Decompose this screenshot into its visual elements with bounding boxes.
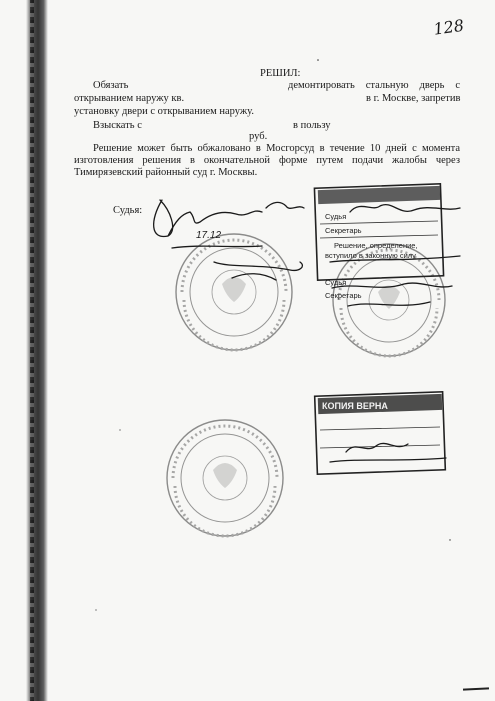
judge-label: Судья: bbox=[113, 205, 143, 216]
stamp-judge-2: Судья bbox=[325, 278, 347, 287]
stamp-note-2: вступило в законную силу bbox=[325, 251, 416, 260]
stamp-judge: Судья bbox=[325, 212, 347, 221]
page-number: 128 bbox=[432, 15, 466, 39]
collect-word: Взыскать с bbox=[93, 120, 142, 131]
stamp-note-1: Решение, определение, bbox=[334, 241, 418, 250]
line2-right: в г. Москве, запретив bbox=[366, 93, 461, 104]
oblige-word: Обязать bbox=[93, 80, 129, 91]
rub-label: руб. bbox=[249, 131, 268, 142]
collect-right: в пользу bbox=[293, 120, 331, 131]
stamp-secretary-2: Секретарь bbox=[325, 291, 362, 300]
stamp-secretary: Секретарь bbox=[325, 226, 362, 235]
appeal-line-2: изготовления решения в окончательной форме путем подачи жалобы через bbox=[74, 155, 460, 166]
round-seal-bottom bbox=[167, 420, 283, 536]
line2-left: открыванием наружу кв. bbox=[74, 93, 185, 104]
stamp-title: КОПИЯ ВЕРНА bbox=[322, 401, 388, 411]
appeal-line-3: Тимирязевский районный суд г. Москвы. bbox=[74, 167, 258, 178]
line3: установку двери с открыванием наружу. bbox=[74, 106, 254, 117]
appeal-line-1: Решение может быть обжаловано в Мосгорсуд в течение 10 дней с момента bbox=[93, 143, 460, 154]
oblige-action: демонтировать стальную дверь с bbox=[288, 80, 460, 91]
round-seal-left bbox=[176, 234, 292, 350]
decision-heading: РЕШИЛ: bbox=[260, 68, 301, 79]
signature-date: 17.12 bbox=[196, 230, 222, 241]
